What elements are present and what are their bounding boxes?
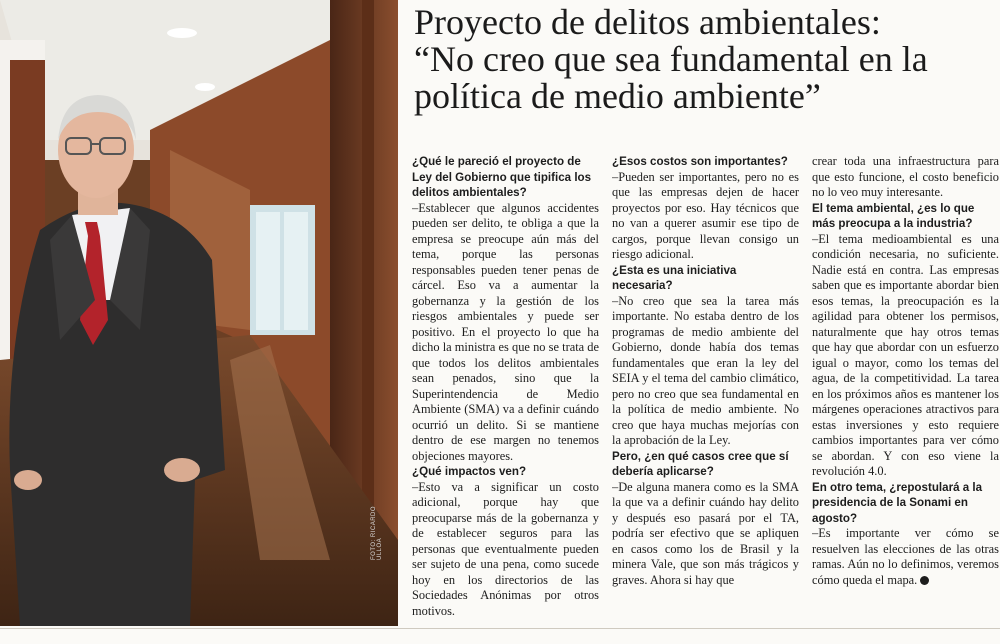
interview-answer: –Esto va a significar un costo adicional, porque hay que preocuparse más de la gobernanza y de establecer seguros para las personas que eventualmente pueden ser sujeto de una pena, como sucede hoy en los directorios de las Sociedades Anónimas por otros motivos. — [412, 479, 599, 618]
interview-answer: –El tema medioambiental es una condición necesaria, no suficiente. Nadie está en contra. Las empresas saben que es importante abordar bien esos temas, la preocupación es la agilidad para obtener los permisos, naturalmente que hay otros temas que hay que abordar con un esfuerzo igual o mayor, como los temas del agua, de la competitividad. La tarea en los próximos años es mantener los márgenes operaciones atractivos para estas inversiones y esto requiere cambios importantes para ver cómo se abordan. Y con eso viene la revolución 4.0. — [812, 231, 999, 478]
interview-answer: crear toda una infraestructura para que esto funcione, el costo beneficio no lo veo muy interesante. — [812, 154, 999, 199]
interview-question: ¿Esos costos son importantes? — [612, 155, 788, 168]
ceiling-light — [167, 28, 197, 38]
interview-answer: –Pueden ser importantes, pero no es que las empresas dejen de hacer proyectos por eso. Hay técnicos que no van a querer asumir ese tipo de cargos, porque llevan consigo un riesgo adicional. — [612, 169, 799, 261]
headline-line-1: Proyecto de delitos ambientales: — [414, 2, 881, 42]
photo-scene — [0, 0, 398, 626]
interview-answer: –No creo que sea la tarea más importante. No estaba dentro de los programas de medio ambiente del Gobierno, donde había dos temas fundamentales que eran la ley del SEIA y el tema del cambio climático, pero no creo que sea fundamental en la política de medio ambiente. No creo que haya muchas mejorías con la aprobación de la Ley. — [612, 293, 799, 447]
headline-line-3: política de medio ambiente” — [414, 76, 821, 116]
bottom-rule — [0, 628, 1000, 629]
interview-question: ¿Qué le pareció el proyecto de Ley del Gobierno que tipifica los delitos ambientales? — [412, 155, 592, 199]
text-column-1 — [412, 154, 599, 624]
headline-line-2: “No creo que sea fundamental en la — [414, 39, 928, 79]
interview-answer: –De alguna manera como es la SMA la que va a definir cuándo hay delito y después eso pasará por el TA, podría ser efectivo que se apliquen en casos como los de Brasil y la minera Vale, que son más trágicos y graves. Ahora si hay que — [612, 479, 799, 587]
interview-answer: –Es importante ver cómo se resuelven las elecciones de las otras ramas. Aún no lo definimos, veremos cómo queda el mapa. — [812, 526, 999, 587]
photo-credit: FOTO: RICARDO ULLOA — [371, 505, 383, 560]
interview-answer: –Establecer que algunos accidentes pueden ser delito, te obliga a que la empresa se preocupe aún más del tema, porque las personas responsables pueden tener penas de cárcel. Eso va a aumentar la gobernanza y la gestión de los riesgos ambientales y puede ser positivo. En el proyecto lo que ha dicho la ministra es que no se trata de que todos los delitos ambientales sean penados, sino que la Superintendencia de Medio Ambiente (SMA) va a definir cuándo ocurrió un delito. Si se mantiene dentro de ese margen no tenemos objeciones mayores. — [412, 200, 599, 463]
article-headline — [414, 4, 994, 115]
text-column-3 — [812, 154, 999, 624]
interview-question: El tema ambiental, ¿es lo que más preocupa a la industria? — [812, 201, 975, 230]
end-of-article-icon — [920, 576, 929, 585]
text-column-2 — [612, 154, 799, 624]
interview-question: ¿Qué impactos ven? — [412, 465, 527, 478]
interview-question: ¿Esta es una iniciativa necesaria? — [612, 263, 737, 292]
interview-question: Pero, ¿en qué casos cree que sí debería aplicarse? — [612, 449, 789, 478]
interview-photo — [0, 0, 398, 626]
interview-question: En otro tema, ¿repostulará a la presidencia de la Sonami en agosto? — [812, 480, 983, 525]
